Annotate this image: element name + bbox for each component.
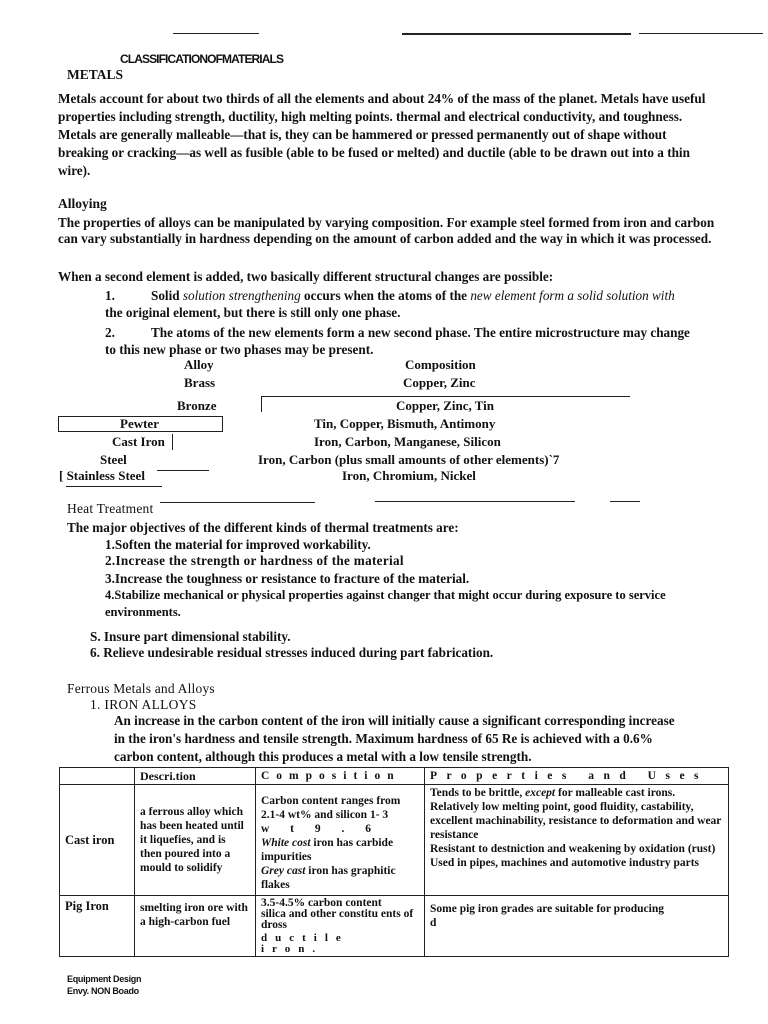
alloying-paragraph: The properties of alloys can be manipulated by varying composition. For example steel formed from iron and carbon can vary substantially in hardness depending on the amount of carbon added and the way in which it was processed.	[58, 215, 715, 246]
table-header-cell: Composition	[256, 768, 425, 785]
ferrous-heading: Ferrous Metals and Alloys	[67, 681, 215, 696]
heat-rule-1	[160, 502, 315, 503]
second-element-paragraph: When a second element is added, two basically different structural changes are possible:	[58, 269, 554, 284]
iron-para-line: in the iron's hardness and tensile strength. Maximum hardness of 65 Re is achieved with a 0.6%	[114, 731, 653, 746]
heat-item: 2.Increase the strength or hardness of the material	[105, 553, 404, 568]
header-rule-left	[173, 33, 259, 34]
alloy-composition: Copper, Zinc, Tin	[396, 398, 495, 413]
heat-rule-2	[375, 501, 575, 502]
list-item-1: 1. Solid solution strengthening occurs when the atoms of the new element form a solid solution with the original element, but there is still only one phase.	[105, 288, 675, 320]
alloying-heading: Alloying	[58, 196, 107, 211]
composition-cell: Carbon content ranges from 2.1-4 wt% and silicon 1- 3 w t 9 . 6 White cost iron has carbide impurities Grey cast iron has graphitic flakes	[256, 785, 425, 896]
alloy-name: Bronze	[177, 398, 217, 413]
alloy-composition: Iron, Chromium, Nickel	[342, 468, 476, 483]
metals-heading: METALS	[67, 67, 124, 82]
table-row	[60, 785, 729, 896]
iron-alloys-table	[59, 767, 729, 957]
heat-item: environments.	[105, 605, 181, 619]
heat-treatment-heading: Heat Treatment	[67, 501, 154, 516]
row-label: Pig Iron	[60, 896, 135, 957]
desc-cell: a ferrous alloy which has been heated until it liquefies, and is then poured into a mould to solidify	[135, 785, 256, 896]
alloy-name: Brass	[184, 375, 216, 390]
footer-line: Equipment Design	[67, 974, 142, 984]
alloy-name: [ Stainless Steel	[59, 468, 145, 483]
heat-item: 3.Increase the toughness or resistance to fracture of the material.	[105, 571, 470, 586]
alloy-rule	[262, 396, 630, 397]
heat-rule-3	[610, 501, 640, 502]
header-rule-right	[639, 33, 763, 34]
alloy-composition: Copper, Zinc	[403, 375, 476, 390]
header-rule-middle	[402, 33, 631, 35]
alloy-name: Pewter	[120, 416, 159, 431]
table-header-cell	[60, 768, 135, 785]
cast-iron-divider	[172, 434, 173, 450]
footer-line: Envy. NON Boado	[67, 986, 139, 996]
table-header-cell: Properties and Uses	[425, 768, 729, 785]
stainless-rule-bottom	[66, 486, 162, 487]
iron-alloys-heading: 1. IRON ALLOYS	[90, 697, 197, 712]
alloy-divider	[261, 396, 262, 412]
iron-para-line: An increase in the carbon content of the iron will initially cause a significant corresponding increase	[114, 713, 675, 728]
alloy-name: Steel	[100, 452, 127, 467]
list-item-2: 2. The atoms of the new elements form a new second phase. The entire microstructure may change to this new phase or two phases may be present.	[105, 325, 690, 357]
alloy-column-header: Alloy	[184, 357, 214, 372]
metals-paragraph: Metals account for about two thirds of all the elements and about 24% of the mass of the planet. Metals have useful properties including strength, ductility, high melting points. thermal and electrical conductivity, and toughness. Metals are generally malleable—that is, they can be hammered or pressed permanently out of shape without breaking or cracking—as well as fusible (able to be fused or melted) and ductile (able to be drawn out into a thin wire).	[58, 91, 706, 178]
alloy-composition: Iron, Carbon (plus small amounts of other elements)`7	[258, 452, 560, 467]
properties-cell: Tends to be brittle, except for malleable cast irons. Relatively low melting point, good fluidity, castability, excellent machinability, resistance to deformation and wear resistance Resistant to destniction and weakening by oxidation (rust) Used in pipes, machines and automotive industry parts	[425, 785, 729, 896]
table-header-cell: Descri.tion	[135, 768, 256, 785]
heat-item: 6. Relieve undesirable residual stresses induced during part fabrication.	[90, 645, 494, 660]
alloy-name: Cast Iron	[112, 434, 165, 449]
stainless-rule-top	[157, 470, 209, 471]
desc-cell: smelting iron ore with a high-carbon fuel	[135, 896, 256, 957]
table-header-row	[60, 768, 729, 785]
alloy-composition: Tin, Copper, Bismuth, Antimony	[314, 416, 496, 431]
table-row	[60, 896, 729, 957]
properties-cell: Some pig iron grades are suitable for producing d	[425, 896, 729, 957]
composition-column-header: Composition	[405, 357, 476, 372]
heat-item: 4.Stabilize mechanical or physical properties against changer that might occur during exposure to service	[105, 588, 666, 602]
iron-para-line: carbon content, although this produces a metal with a low tensile strength.	[114, 749, 532, 764]
row-label: Cast iron	[60, 785, 135, 896]
heat-item: S. Insure part dimensional stability.	[90, 629, 291, 644]
alloy-composition: Iron, Carbon, Manganese, Silicon	[314, 434, 501, 449]
composition-cell: 3.5-4.5% carbon content silica and other constitu ents of dross ductile iron.	[256, 896, 425, 957]
document-title: CLASSIFICATIONOFMATERIALS	[120, 52, 284, 66]
heat-item: 1.Soften the material for improved workability.	[105, 537, 371, 552]
heat-intro: The major objectives of the different kinds of thermal treatments are:	[67, 520, 459, 535]
